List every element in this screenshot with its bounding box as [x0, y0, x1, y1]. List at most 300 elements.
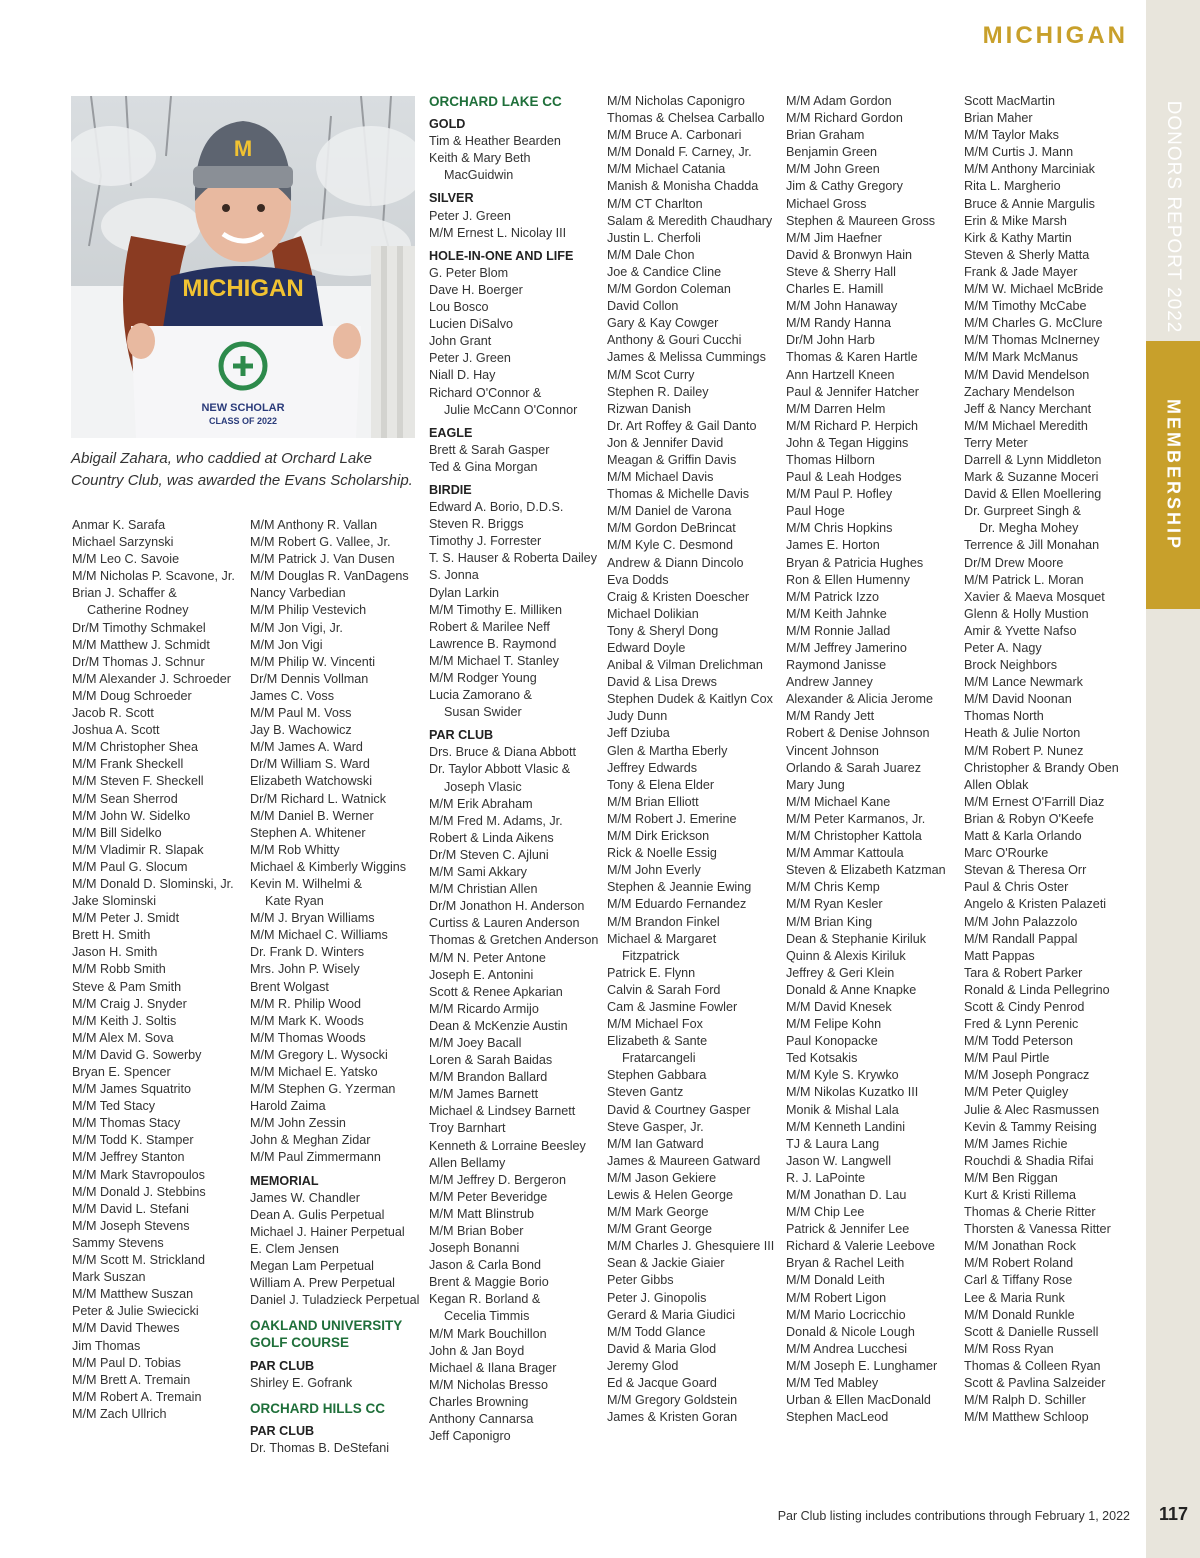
donor-name: Paul & Chris Oster: [964, 880, 1069, 895]
donor-name: M/M Andrea Lucchesi: [786, 1341, 908, 1356]
donor-name: Paul Konopacke: [786, 1034, 878, 1049]
section-tab-label: MEMBERSHIP: [1163, 398, 1184, 552]
donor-name: Stephen A. Whitener: [250, 825, 366, 840]
donor-name: M/M Todd K. Stamper: [72, 1133, 194, 1148]
donor-name: M/M John Zessin: [250, 1116, 346, 1131]
donor-name: M/M Douglas R. VanDagens: [250, 569, 409, 584]
level-heading: MEMORIAL: [250, 1173, 319, 1188]
donor-name: M/M Ernest L. Nicolay III: [429, 225, 567, 240]
donor-name: Drs. Bruce & Diana Abbott: [429, 745, 576, 760]
donor-name: M/M David L. Stefani: [72, 1201, 189, 1216]
donor-name: M/M Gregory L. Wysocki: [250, 1047, 388, 1062]
donor-name: Eva Dodds: [607, 572, 669, 587]
donor-name: G. Peter Blom: [429, 265, 509, 280]
donor-name: M/M Randy Jett: [786, 709, 875, 724]
donor-name: M/M Charles J. Ghesquiere III: [607, 1239, 775, 1254]
donor-name: Dylan Larkin: [429, 585, 499, 600]
donor-name: M/M Todd Peterson: [964, 1034, 1073, 1049]
donor-name: M/M Sean Sherrod: [72, 791, 178, 806]
donor-name: Dr/M Timothy Schmakel: [72, 620, 206, 635]
donor-name: E. Clem Jensen: [250, 1241, 339, 1256]
club-gap: [250, 1392, 425, 1400]
donor-name: James & Maureen Gatward: [607, 1153, 761, 1168]
donor-name: David & Courtney Gasper: [607, 1102, 751, 1117]
donor-name: M/M John Hanaway: [786, 299, 898, 314]
donor-name: Scott & Cindy Penrod: [964, 999, 1085, 1014]
donor-name: Brian & Robyn O'Keefe: [964, 811, 1094, 826]
donor-name: M/M Richard Gordon: [786, 111, 903, 126]
donor-name: Anibal & Vilman Drelichman: [607, 658, 763, 673]
donor-name: M/M Mark Stavropoulos: [72, 1167, 205, 1182]
donor-name: Kurt & Kristi Rillema: [964, 1188, 1076, 1202]
donor-name: Erin & Mike Marsh: [964, 213, 1067, 228]
donor-name: Anthony Cannarsa: [429, 1412, 534, 1427]
donor-name: M/M Jeffrey D. Bergeron: [429, 1172, 566, 1187]
donor-name: M/M Michael Catania: [607, 162, 726, 177]
donor-name: M/M Randy Hanna: [786, 316, 891, 331]
donor-name: M/M James Richie: [964, 1136, 1068, 1151]
donor-name: Joe & Candice Cline: [607, 264, 722, 279]
donor-name: M/M Frank Sheckell: [72, 757, 184, 772]
donor-name: M/M Michael C. Williams: [250, 928, 388, 943]
donor-name: Brian J. Schaffer &: [72, 586, 177, 601]
donor-column: [250, 517, 425, 1457]
donor-name: Christopher & Brandy Oben: [964, 760, 1119, 775]
donor-name: M/M Randall Pappal: [964, 931, 1078, 946]
donor-name: Thomas & Gretchen Anderson: [429, 933, 599, 948]
section-tab: [1146, 341, 1200, 609]
donor-name-continued: Susan Swider: [444, 705, 522, 720]
donor-name: Dr/M Dennis Vollman: [250, 671, 369, 686]
donor-name: James C. Voss: [250, 688, 334, 703]
donor-name: Peter J. Green: [429, 208, 511, 223]
donor-name: M/M Ross Ryan: [964, 1341, 1054, 1356]
donor-name: Manish & Monisha Chadda: [607, 179, 759, 194]
donor-name: Stephen Dudek & Kaitlyn Cox: [607, 692, 773, 707]
donor-name: M/M Timothy McCabe: [964, 299, 1087, 314]
donor-name: M/M Matthew Suszan: [72, 1287, 194, 1302]
donor-name: M/M Ted Mabley: [786, 1376, 879, 1391]
donor-name: M/M Taylor Maks: [964, 128, 1059, 143]
donor-name: Darrell & Lynn Middleton: [964, 452, 1102, 467]
donor-name: Nancy Varbedian: [250, 586, 346, 601]
donor-name: M/M CT Charlton: [607, 196, 703, 211]
donor-name: Robert & Linda Aikens: [429, 830, 554, 845]
donor-name: M/M Joseph Stevens: [72, 1218, 190, 1233]
donor-name: Harold Zaima: [250, 1099, 326, 1114]
donor-name: M/M Donald Leith: [786, 1273, 885, 1288]
donor-name: Dr. Taylor Abbott Vlasic &: [429, 762, 571, 777]
donor-name: Keith & Mary Beth: [429, 151, 531, 166]
donor-name: Robert & Marilee Neff: [429, 619, 550, 634]
donor-name: M/M Adam Gordon: [786, 94, 892, 108]
donor-name: M/M Robert P. Nunez: [964, 743, 1084, 758]
donor-name: Lucia Zamorano &: [429, 688, 532, 703]
donor-name: Brett & Sarah Gasper: [429, 442, 550, 457]
donor-name: M/M Jon Vigi: [250, 637, 323, 652]
donor-name: Paul & Jennifer Hatcher: [786, 384, 920, 399]
donor-name: Dr. Art Roffey & Gail Danto: [607, 418, 757, 433]
donor-name: Matt & Karla Orlando: [964, 829, 1082, 844]
donor-name: M/M Alex M. Sova: [72, 1030, 174, 1045]
donor-name: Scott & Renee Apkarian: [429, 984, 563, 999]
donor-name: M/M Vladimir R. Slapak: [72, 842, 204, 857]
donor-name: Bryan & Rachel Leith: [786, 1256, 905, 1271]
state-title: MICHIGAN: [982, 22, 1128, 49]
donor-name: Anmar K. Sarafa: [72, 518, 166, 532]
donor-name: M/M Thomas Woods: [250, 1030, 366, 1045]
donor-name: M/M Mark Bouchillon: [429, 1326, 547, 1341]
donor-name: M/M Patrick Izzo: [786, 589, 880, 604]
donor-name: James & Kristen Goran: [607, 1410, 738, 1425]
donor-name: M/M Stephen G. Yzerman: [250, 1082, 396, 1097]
donor-column: [607, 93, 782, 1426]
donor-name: M/M Anthony R. Vallan: [250, 518, 378, 532]
donor-name: M/M Gordon DeBrincat: [607, 521, 736, 536]
donor-name: Michael & Lindsey Barnett: [429, 1104, 576, 1119]
donor-name: M/M Fred M. Adams, Jr.: [429, 813, 563, 828]
donor-name: M/M Gregory Goldstein: [607, 1393, 738, 1408]
level-heading: PAR CLUB: [250, 1358, 315, 1373]
donor-name: John Grant: [429, 334, 492, 349]
donor-name: M/M Brian Bober: [429, 1224, 524, 1238]
donor-name: Paul & Leah Hodges: [786, 470, 902, 485]
donor-name: M/M James Barnett: [429, 1087, 539, 1102]
donor-name: Jim & Cathy Gregory: [786, 179, 903, 194]
donor-name: Niall D. Hay: [429, 368, 496, 383]
donor-name: James E. Horton: [786, 538, 880, 553]
donor-name: M/M John Palazzolo: [964, 914, 1078, 929]
donor-name: M/M Michael Fox: [607, 1017, 703, 1032]
sweatshirt-text: MICHIGAN: [182, 275, 304, 302]
donor-name: M/M Ronnie Jallad: [786, 623, 891, 638]
donor-name: Jay B. Wachowicz: [250, 723, 352, 738]
donor-name: Scott & Pavlina Salzeider: [964, 1376, 1106, 1391]
donor-name: William A. Prew Perpetual: [250, 1276, 395, 1291]
donor-name: M/M Leo C. Savoie: [72, 552, 180, 567]
donor-name: M/M Robert Roland: [964, 1256, 1074, 1271]
donor-name: M/M Jon Vigi, Jr.: [250, 620, 343, 635]
donor-name: Rouchdi & Shadia Rifai: [964, 1153, 1094, 1168]
donor-name: Jeff Dziuba: [607, 726, 670, 741]
donor-name-continued: Cecelia Timmis: [444, 1309, 530, 1324]
footer-note: Par Club listing includes contributions through February 1, 2022: [777, 1509, 1130, 1523]
donor-name: Xavier & Maeva Mosquet: [964, 589, 1105, 604]
donor-name: Michael & Kimberly Wiggins: [250, 859, 407, 874]
donor-name: Calvin & Sarah Ford: [607, 982, 721, 997]
donor-name: TJ & Laura Lang: [786, 1136, 880, 1151]
donor-name: Kegan R. Borland &: [429, 1292, 541, 1307]
donor-name: M/M Michael E. Yatsko: [250, 1065, 378, 1079]
donor-name: Jason W. Langwell: [786, 1153, 892, 1168]
donor-name: Orlando & Sarah Juarez: [786, 760, 922, 775]
donor-name: M/M Ted Stacy: [72, 1099, 156, 1114]
donor-name: M/M David Mendelson: [964, 367, 1090, 382]
donor-name: M/M Brian Elliott: [607, 794, 699, 809]
donor-name: Frank & Jade Mayer: [964, 264, 1078, 279]
donor-name: M/M Bill Sidelko: [72, 825, 162, 840]
donor-name: M/M Peter J. Smidt: [72, 911, 180, 926]
club-heading: ORCHARD HILLS CC: [250, 1400, 385, 1416]
donor-name: M/M Curtis J. Mann: [964, 145, 1074, 160]
donor-name: M/M Chris Hopkins: [786, 521, 893, 536]
donor-name: M/M Kyle C. Desmond: [607, 538, 733, 553]
donor-name: Michael J. Hainer Perpetual: [250, 1224, 405, 1239]
donor-name: John & Jan Boyd: [429, 1343, 525, 1358]
donor-name: Elizabeth & Sante: [607, 1034, 708, 1049]
donor-name: Cam & Jasmine Fowler: [607, 999, 738, 1014]
donor-name-continued: MacGuidwin: [444, 168, 514, 183]
donor-name: M/M Kenneth Landini: [786, 1119, 906, 1134]
donor-name: M/M Alexander J. Schroeder: [72, 671, 231, 686]
donor-name: Judy Dunn: [607, 709, 668, 724]
donor-name: M/M Jeffrey Jamerino: [786, 641, 907, 655]
donor-name-continued: Catherine Rodney: [87, 603, 189, 618]
donor-name: M/M Robert A. Tremain: [72, 1389, 202, 1404]
donor-name: Glen & Martha Eberly: [607, 743, 728, 758]
donor-name: Scott MacMartin: [964, 94, 1055, 108]
donor-name: M/M Mark George: [607, 1205, 709, 1220]
donor-name: M/M Jonathan Rock: [964, 1239, 1076, 1254]
donor-name: M/M David Knesek: [786, 999, 892, 1014]
donor-name: M/M Richard P. Herpich: [786, 418, 919, 433]
donor-name: Dean & McKenzie Austin: [429, 1018, 568, 1033]
donor-name: Fred & Lynn Perenic: [964, 1017, 1079, 1032]
donor-name: M/M Michael Kane: [786, 794, 891, 809]
donor-name: Salam & Meredith Chaudhary: [607, 213, 773, 228]
donor-name: Jon & Jennifer David: [607, 435, 724, 450]
donor-name: Brian Graham: [786, 128, 865, 143]
donor-name: Dr/M John Harb: [786, 333, 875, 348]
donor-name: Sean & Jackie Giaier: [607, 1256, 725, 1271]
donor-name: Steve Gasper, Jr.: [607, 1119, 704, 1134]
flag-text-1: NEW SCHOLAR: [201, 402, 285, 414]
side-report-label: [1146, 92, 1200, 342]
donor-name: M/M Nicholas Bresso: [429, 1377, 548, 1392]
donor-name: Anthony & Gouri Cucchi: [607, 333, 742, 348]
donor-name: Patrick E. Flynn: [607, 965, 696, 980]
donor-name: Peter & Julie Swiecicki: [72, 1304, 199, 1319]
donor-name: M/M Ian Gatward: [607, 1136, 704, 1151]
donor-name: M/M Christopher Kattola: [786, 829, 922, 844]
donor-name: Charles E. Hamill: [786, 282, 884, 297]
donor-name: Zachary Mendelson: [964, 384, 1075, 399]
donor-name: M/M Philip W. Vincenti: [250, 654, 376, 669]
donor-name: Julie & Alec Rasmussen: [964, 1102, 1100, 1117]
donor-name: Kevin M. Wilhelmi &: [250, 876, 362, 891]
donor-name: M/M Ralph D. Schiller: [964, 1393, 1086, 1408]
donor-name: Thorsten & Vanessa Ritter: [964, 1222, 1111, 1237]
donor-name: Donald & Anne Knapke: [786, 982, 917, 997]
donor-name: Craig & Kristen Doescher: [607, 589, 750, 604]
donor-name: Jake Slominski: [72, 894, 156, 909]
donor-name: M/M Donald J. Stebbins: [72, 1184, 206, 1199]
donor-name: Ed & Jacque Goard: [607, 1376, 717, 1391]
donor-name: Ted Kotsakis: [786, 1051, 858, 1066]
donor-name: Stephen & Maureen Gross: [786, 213, 936, 228]
donor-name: Steven & Sherly Matta: [964, 247, 1090, 262]
donor-name: Patrick & Jennifer Lee: [786, 1222, 910, 1237]
donor-name: M/M Michael Meredith: [964, 418, 1088, 433]
donor-name: M/M Todd Glance: [607, 1324, 706, 1339]
donor-name: Troy Barnhart: [429, 1121, 506, 1136]
donor-name: David & Maria Glod: [607, 1341, 717, 1356]
donor-name: Rick & Noelle Essig: [607, 846, 717, 861]
donor-name: Jeremy Glod: [607, 1358, 679, 1373]
donor-name: M/M Robert J. Emerine: [607, 811, 737, 826]
hat-logo: M: [233, 136, 253, 161]
donor-name: M/M Erik Abraham: [429, 796, 533, 811]
donor-name: M/M Nicholas Caponigro: [607, 94, 745, 108]
donor-name: Dean A. Gulis Perpetual: [250, 1207, 385, 1222]
donor-name: Peter J. Green: [429, 351, 511, 366]
donor-name: M/M Joey Bacall: [429, 1035, 522, 1050]
donor-name: Sammy Stevens: [72, 1235, 164, 1250]
donor-name: Brent & Maggie Borio: [429, 1275, 549, 1290]
donor-name: Dr/M Steven C. Ajluni: [429, 847, 549, 862]
donor-name: Mrs. John P. Wisely: [250, 962, 360, 977]
donor-name: Stephen MacLeod: [786, 1410, 889, 1425]
donor-name: M/M Rob Whitty: [250, 842, 340, 857]
donor-name: M/M Jim Haefner: [786, 230, 882, 245]
donor-name: M/M David Noonan: [964, 692, 1072, 707]
scholar-photo: [71, 96, 415, 438]
donor-name: Gerard & Maria Giudici: [607, 1307, 736, 1322]
donor-name: M/M Jason Gekiere: [607, 1170, 717, 1185]
donor-name: Paul Hoge: [786, 504, 845, 519]
donor-name: M/M Gordon Coleman: [607, 282, 731, 297]
donor-name: Justin L. Cherfoli: [607, 230, 701, 245]
donor-name: M/M Peter Beveridge: [429, 1189, 548, 1204]
donor-name: Stephen R. Dailey: [607, 384, 709, 399]
donor-name: M/M Christopher Shea: [72, 740, 198, 755]
donor-name: M/M Doug Schroeder: [72, 688, 192, 703]
donor-name: M/M Dirk Erickson: [607, 829, 710, 844]
donor-name: Amir & Yvette Nafso: [964, 623, 1077, 638]
donor-name: M/M Sami Akkary: [429, 865, 527, 880]
donor-name: David & Lisa Drews: [607, 675, 717, 690]
donor-name: Joseph E. Antonini: [429, 967, 534, 982]
donor-name: M/M James Squatrito: [72, 1082, 191, 1097]
donor-name: M/M Darren Helm: [786, 401, 886, 416]
donor-name: Brian Maher: [964, 111, 1033, 126]
donor-name: Dr/M Jonathon H. Anderson: [429, 899, 585, 914]
donor-name: Curtiss & Lauren Anderson: [429, 916, 580, 931]
donor-name: Mark & Suzanne Moceri: [964, 470, 1099, 485]
donor-name: M/M Lance Newmark: [964, 675, 1083, 690]
donor-name: Shirley E. Gofrank: [250, 1375, 353, 1390]
donor-name: Lee & Maria Runk: [964, 1290, 1065, 1305]
donor-name: Peter J. Ginopolis: [607, 1290, 707, 1305]
donor-column: [786, 93, 961, 1426]
donor-name: Quinn & Alexis Kiriluk: [786, 948, 906, 963]
donor-column: [964, 93, 1139, 1426]
donor-name: Michael & Margaret: [607, 931, 717, 946]
donor-name: Richard & Valerie Leebove: [786, 1239, 935, 1254]
donor-name: S. Jonna: [429, 568, 479, 583]
donor-name: Raymond Janisse: [786, 658, 887, 673]
donor-name: M/M Ricardo Armijo: [429, 1001, 539, 1016]
donor-name: Kevin & Tammy Reising: [964, 1119, 1097, 1134]
donor-name: M/M Daniel de Varona: [607, 504, 732, 519]
donor-name: Urban & Ellen MacDonald: [786, 1393, 931, 1408]
donor-name: Dr/M Richard L. Watnick: [250, 791, 386, 806]
donor-name: Matt Pappas: [964, 948, 1035, 963]
donor-name: Thomas & Karen Hartle: [786, 350, 918, 365]
donor-name: M/M Michael T. Stanley: [429, 653, 559, 668]
donor-name: M/M Paul Zimmermann: [250, 1150, 381, 1165]
photo-caption: Abigail Zahara, who caddied at Orchard Lake Country Club, was awarded the Evans Scholarship.: [71, 450, 413, 489]
donor-name: Michael Gross: [786, 196, 867, 211]
donor-name: Dr/M William S. Ward: [250, 757, 370, 772]
level-heading: PAR CLUB: [250, 1423, 315, 1438]
donor-name: Rita L. Margherio: [964, 179, 1061, 194]
donor-name: Jim Thomas: [72, 1338, 141, 1353]
donor-name: Michael Dolikian: [607, 606, 699, 621]
donor-name: M/M Paul Pirtle: [964, 1051, 1050, 1066]
donor-name: Michael & Ilana Brager: [429, 1360, 557, 1375]
donor-name: Terry Meter: [964, 435, 1028, 450]
donor-name: Rizwan Danish: [607, 401, 691, 416]
donor-name: Allen Oblak: [964, 777, 1029, 792]
donor-name: M/M Dale Chon: [607, 247, 695, 262]
donor-name: M/M N. Peter Antone: [429, 950, 546, 965]
donor-column: [72, 517, 247, 1423]
donor-name: M/M Brian King: [786, 914, 873, 929]
donor-name-continued: Dr. Megha Mohey: [979, 521, 1079, 536]
donor-name: Tony & Sheryl Dong: [607, 623, 719, 638]
donor-name: Angelo & Kristen Palazeti: [964, 897, 1107, 912]
donor-name: M/M Nikolas Kuzatko III: [786, 1085, 919, 1100]
donor-name: M/M Grant George: [607, 1222, 712, 1237]
donor-name: Steve & Sherry Hall: [786, 264, 896, 279]
level-heading: GOLD: [429, 117, 466, 132]
donor-name: Daniel J. Tuladzieck Perpetual: [250, 1293, 420, 1308]
page-number: 117: [1158, 1504, 1188, 1524]
donor-name: Steven R. Briggs: [429, 517, 524, 532]
donor-name: M/M Philip Vestevich: [250, 603, 367, 618]
donor-name: Gary & Kay Cowger: [607, 316, 719, 331]
donor-name: Timothy J. Forrester: [429, 534, 542, 549]
donor-name: M/M Jeffrey Stanton: [72, 1150, 185, 1165]
donor-name: M/M Scot Curry: [607, 367, 695, 382]
donor-name: M/M Daniel B. Werner: [250, 808, 374, 823]
donor-name: Jason & Carla Bond: [429, 1258, 542, 1273]
donor-name: Lewis & Helen George: [607, 1188, 734, 1202]
donor-name: M/M Felipe Kohn: [786, 1017, 882, 1032]
donor-name: M/M J. Bryan Williams: [250, 911, 375, 926]
donor-name: M/M Brett A. Tremain: [72, 1372, 191, 1387]
donor-name: M/M Chip Lee: [786, 1205, 865, 1220]
donor-name: Loren & Sarah Baidas: [429, 1053, 553, 1068]
donor-name: Brock Neighbors: [964, 658, 1058, 673]
donor-name: M/M Joseph E. Lunghamer: [786, 1358, 938, 1373]
level-heading: EAGLE: [429, 425, 473, 440]
donor-name: M/M Keith Jahnke: [786, 606, 887, 621]
donor-name: Steve & Pam Smith: [72, 979, 182, 994]
donor-name: Steven & Elizabeth Katzman: [786, 863, 946, 878]
level-heading: SILVER: [429, 191, 474, 206]
donor-name: Monik & Mishal Lala: [786, 1102, 899, 1117]
donor-name: M/M Matthew Schloop: [964, 1410, 1089, 1425]
donor-name: M/M Anthony Marciniak: [964, 162, 1095, 177]
club-heading: ORCHARD LAKE CC: [429, 94, 562, 109]
donor-name: M/M R. Philip Wood: [250, 996, 362, 1011]
donor-name: Elizabeth Watchowski: [250, 774, 373, 789]
donor-name: Brent Wolgast: [250, 979, 329, 994]
donor-name: James W. Chandler: [250, 1190, 360, 1205]
donor-name-continued: Fratarcangeli: [622, 1051, 696, 1066]
